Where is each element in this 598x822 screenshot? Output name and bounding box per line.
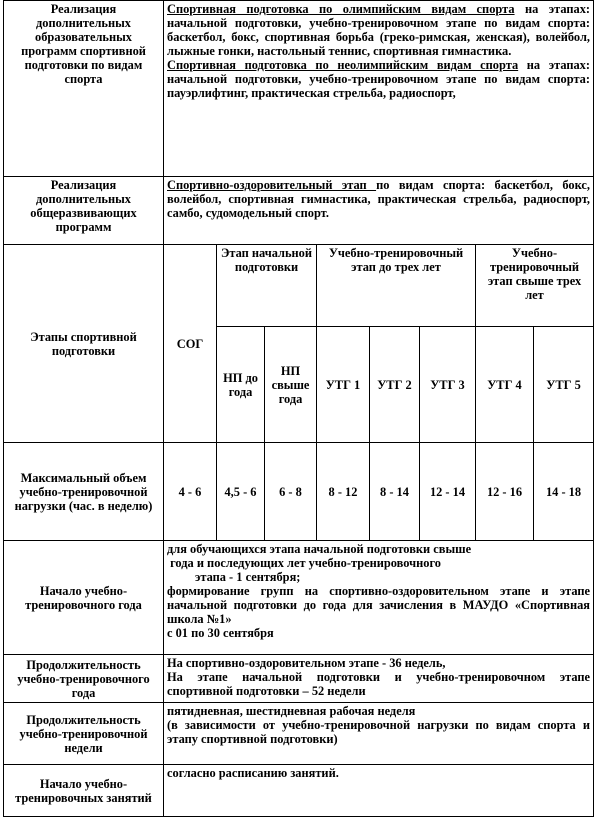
year-start-line: для обучающихся этапа начальной подготовки свыше — [167, 542, 472, 556]
week-duration-line: (в зависимости от учебно-тренировочной нагрузки по видам спорта и этапу спортивной подготовки) — [167, 718, 591, 746]
row-label-stages: Этапы спортивной подготовки — [4, 245, 164, 443]
load-value: 4,5 - 6 — [217, 443, 265, 541]
year-duration-description — [164, 655, 594, 703]
row-label-week-duration: Продолжительность учебно-тренировочной недели — [4, 703, 164, 765]
stage-utg5: УТГ 5 — [534, 327, 594, 443]
row-label-general-programs: Реализация дополнительных общеразвивающих программ — [4, 177, 164, 245]
load-value: 12 - 14 — [420, 443, 476, 541]
year-start-line: формирование групп на спортивно-оздоровительном этапе и этапе начальной подготовки до года для зачисления в МАУДО «Спортивная школа №1» — [167, 584, 591, 626]
table-row — [4, 443, 594, 541]
general-heading: Спортивно-оздоровительный этап — [167, 178, 377, 192]
load-value: 6 - 8 — [265, 443, 317, 541]
row-label-year-duration: Продолжительность учебно-тренировочного года — [4, 655, 164, 703]
table-row — [4, 177, 594, 245]
general-programs-description — [164, 177, 594, 245]
additional-programs-description — [164, 1, 594, 177]
nonolympic-heading: Спортивная подготовка по неолимпийским видам спорта — [167, 58, 519, 72]
load-value: 14 - 18 — [534, 443, 594, 541]
week-duration-description — [164, 703, 594, 765]
nonolympic-text: на этапах: начальной подготовки, учебно-тренировочном этапе по видам спорта: пауэрлифтинг, практическая стрельба, радиоспорт, — [167, 58, 591, 100]
stage-group-np: Этап начальной подготовки — [217, 245, 317, 327]
olympic-text: на этапах: начальной подготовки, учебно-тренировочном этапе по видам спорта: баскетбол, бокс, спортивная борьба (греко-римская, женская), волейбол, лыжные гонки, настольный теннис, спортивная гимнастика. — [167, 2, 591, 58]
year-duration-line: На этапе начальной подготовки и учебно-тренировочном этапе спортивной подготовки – 52 недели — [167, 670, 591, 698]
year-start-line: этапа - 1 сентября; — [195, 570, 301, 584]
stage-utg2: УТГ 2 — [370, 327, 420, 443]
row-label-max-load: Максимальный объем учебно-тренировочной нагрузки (час. в неделю) — [4, 443, 164, 541]
row-label-year-start: Начало учебно-тренировочного года — [4, 541, 164, 655]
table-row — [4, 541, 594, 655]
stage-utg4: УТГ 4 — [476, 327, 534, 443]
stage-np2: НП свыше года — [265, 327, 317, 443]
table-row — [4, 655, 594, 703]
year-duration-line: На спортивно-оздоровительном этапе - 36 недель, — [167, 656, 446, 670]
stage-group-utg-over3: Учебно-тренировочный этап свыше трех лет — [476, 245, 594, 327]
load-value: 12 - 16 — [476, 443, 534, 541]
sessions-start-description: согласно расписанию занятий. — [164, 765, 594, 817]
stage-np1: НП до года — [217, 327, 265, 443]
row-label-additional-programs: Реализация дополнительных образовательных программ спортивной подготовки по видам спорта — [4, 1, 164, 177]
table-row — [4, 765, 594, 817]
year-start-line: с 01 по 30 сентября — [167, 626, 274, 640]
general-text: по видам спорта: баскетбол, бокс, волейбол, спортивная гимнастика, практическая стрельба, радиоспорт, самбо, судомодельный спорт. — [167, 178, 591, 220]
table-row — [4, 1, 594, 177]
year-start-description — [164, 541, 594, 655]
olympic-heading: Спортивная подготовка по олимпийским видам спорта — [167, 2, 515, 16]
load-value: 4 - 6 — [164, 443, 217, 541]
row-label-sessions-start: Начало учебно-тренировочных занятий — [4, 765, 164, 817]
load-value: 8 - 12 — [317, 443, 370, 541]
year-start-line: года и последующих лет учебно-тренировочного — [167, 556, 441, 570]
table-row — [4, 703, 594, 765]
table-row — [4, 245, 594, 327]
week-duration-line: пятидневная, шестидневная рабочая неделя — [167, 704, 416, 718]
schedule-table — [3, 0, 594, 817]
stage-utg1: УТГ 1 — [317, 327, 370, 443]
stage-sog: СОГ — [164, 245, 217, 443]
stage-group-utg-to3: Учебно-тренировочный этап до трех лет — [317, 245, 476, 327]
load-value: 8 - 14 — [370, 443, 420, 541]
stage-utg3: УТГ 3 — [420, 327, 476, 443]
